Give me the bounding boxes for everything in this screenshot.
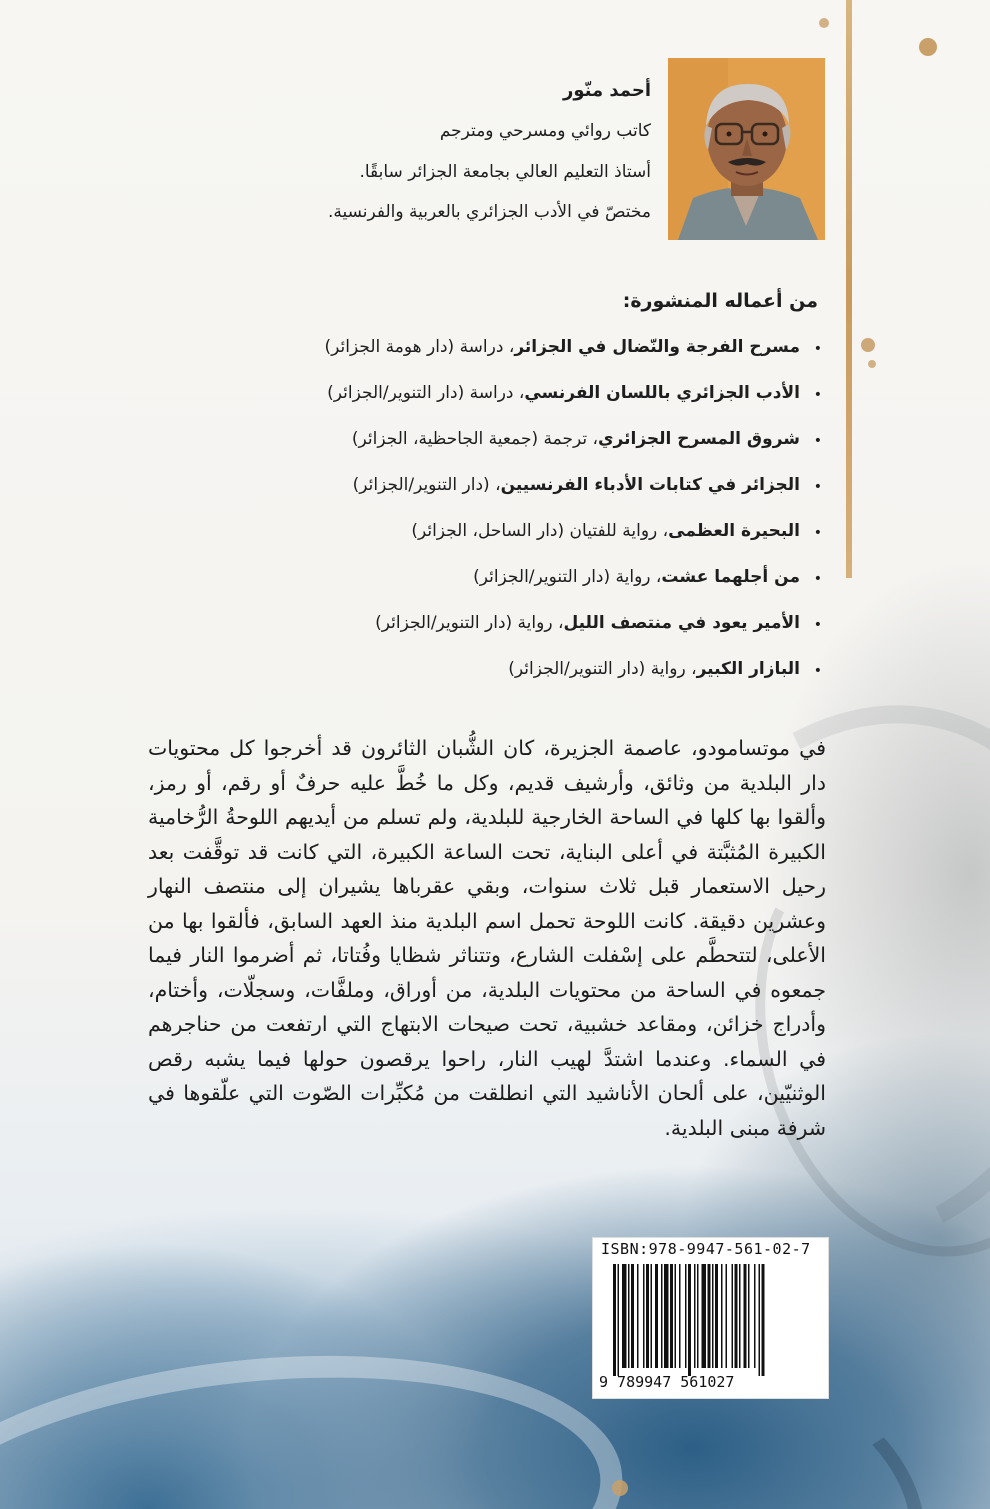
barcode-bar xyxy=(655,1264,658,1368)
gold-dot-decoration xyxy=(819,18,829,28)
barcode-bar xyxy=(685,1264,687,1368)
bullet-icon: • xyxy=(813,571,822,587)
work-detail: ، دراسة (دار هومة الجزائر) xyxy=(324,337,515,357)
author-bio-line: أستاذ التعليم العالي بجامعة الجزائر سابقًا. xyxy=(359,162,651,182)
barcode-bar xyxy=(762,1264,765,1376)
author-name: أحمد منّور xyxy=(562,80,651,101)
bullet-icon: • xyxy=(813,617,822,633)
barcode-bar xyxy=(759,1264,761,1376)
barcode-bar xyxy=(664,1264,669,1368)
barcode-bar xyxy=(631,1264,634,1368)
works-list-item xyxy=(262,379,822,425)
barcode-bar xyxy=(622,1264,627,1368)
barcode-bar xyxy=(735,1264,738,1368)
barcode-bar xyxy=(697,1264,699,1368)
work-title: من أجلهما عشت xyxy=(661,567,800,587)
work-title: الأمير يعود في منتصف الليل xyxy=(563,613,800,633)
works-list-item xyxy=(262,655,822,701)
book-excerpt: في موتسامودو، عاصمة الجزيرة، كان الشُّبان الثائرون قد أخرجوا كل محتويات دار البلدية من وثائق، وأرشيف قديم، وكل ما خُطَّ عليه حرفٌ أو رقم، أو رمز، وألقوا بها كلها في الساحة الخارجية للبلدية، ولم تسلم من أيديهم اللوحةُ الرُّخامية الكبيرة المُثبَّتة في أعلى البناية، تحت الساعة الكبيرة، التي كانت قد توقَّفت بعد رحيل الاستعمار قبل ثلاث سنوات، وبقي عقرباها يشيران إلى منتصف النهار وعشرين دقيقة. كانت اللوحة تحمل اسم البلدية منذ العهد السابق، فألقوا بها من الأعلى، لتتحطَّم على إسْفلت الشارع، وتتناثر شظايا وفُتاتا، ثم أضرموا النار فيما جمعوه في الساحة من محتويات البلدية، من أوراق، وملفَّات، وسجلّات، وأختام، وأدراج خزائن، ومقاعد خشبية، تحت صيحات الابتهاج التي ارتفعت من حناجرهم في السماء. وعندما اشتدَّ لهيب النار، راحوا يرقصون حولها فيما يشبه رقص الوثنيّين، على ألحان الأناشيد التي انطلقت من مُكبِّرات الصّوت التي علّقوها في شرفة مبنى البلدية. xyxy=(148,736,826,1140)
barcode-bar xyxy=(694,1264,696,1368)
barcode-bar xyxy=(670,1264,673,1368)
bullet-icon: • xyxy=(813,525,822,541)
gold-dot-decoration xyxy=(612,1480,628,1496)
work-title: الأدب الجزائري باللسان الفرنسي xyxy=(524,383,800,403)
barcode-bar xyxy=(661,1264,663,1368)
work-title: مسرح الفرجة والنّضال في الجزائر xyxy=(514,337,800,357)
works-list-item xyxy=(262,563,822,609)
works-heading: من أعماله المنشورة: xyxy=(622,290,818,312)
works-list-item xyxy=(262,609,822,655)
barcode-bar xyxy=(748,1264,750,1368)
bullet-icon: • xyxy=(813,341,822,357)
barcode-bar xyxy=(618,1264,620,1376)
gold-divider-line xyxy=(846,0,852,578)
work-detail: ، دراسة (دار التنوير/الجزائر) xyxy=(327,383,525,403)
work-detail: ، رواية (دار التنوير/الجزائر) xyxy=(473,567,662,587)
barcode-bar xyxy=(646,1264,649,1368)
gold-dot-decoration xyxy=(861,338,875,352)
works-list-item xyxy=(262,517,822,563)
bullet-icon: • xyxy=(813,479,822,495)
barcode-bar xyxy=(715,1264,718,1368)
isbn-label: ISBN:978-9947-561-02-7 xyxy=(601,1240,811,1258)
work-detail: ، ترجمة (جمعية الجاحظية، الجزائر) xyxy=(351,429,598,449)
author-portrait-illustration xyxy=(668,58,825,240)
barcode-bar xyxy=(739,1264,741,1368)
bullet-icon: • xyxy=(813,387,822,403)
barcode-bar xyxy=(675,1264,677,1368)
barcode-bar xyxy=(688,1264,691,1376)
work-detail: ، رواية للفتيان (دار الساحل، الجزائر) xyxy=(411,521,669,541)
isbn-barcode-box xyxy=(592,1237,829,1399)
work-title: البازار الكبير xyxy=(696,659,800,679)
author-bio-line: كاتب روائي ومسرحي ومترجم xyxy=(439,121,651,141)
work-title: شروق المسرح الجزائري xyxy=(597,429,800,449)
ink-swirl-decoration xyxy=(0,1322,638,1509)
barcode-bar xyxy=(702,1264,707,1368)
bullet-icon: • xyxy=(813,663,822,679)
barcode-bar xyxy=(726,1264,728,1368)
work-detail: ، (دار التنوير/الجزائر) xyxy=(352,475,501,495)
works-list-item xyxy=(262,425,822,471)
work-title: البحيرة العظمى xyxy=(668,521,800,541)
works-list-item xyxy=(262,333,822,379)
barcode-digits: 9 789947 561027 xyxy=(599,1373,735,1391)
bullet-icon: • xyxy=(813,433,822,449)
gold-dot-decoration xyxy=(868,360,876,368)
barcode-bar xyxy=(651,1264,653,1368)
barcode-bar xyxy=(721,1264,723,1368)
work-title: الجزائر في كتابات الأدباء الفرنسيين xyxy=(500,475,800,495)
barcode-bar xyxy=(744,1264,747,1368)
barcode xyxy=(613,1264,813,1376)
works-list xyxy=(262,333,822,701)
barcode-bar xyxy=(643,1264,645,1368)
barcode-bar xyxy=(754,1264,756,1368)
works-list-item xyxy=(262,471,822,517)
barcode-bar xyxy=(637,1264,639,1368)
work-detail: ، رواية (دار التنوير/الجزائر) xyxy=(375,613,564,633)
gold-dot-decoration xyxy=(919,38,937,56)
author-portrait xyxy=(668,58,825,240)
author-bio-line: مختصّ في الأدب الجزائري بالعربية والفرنسية. xyxy=(327,202,651,222)
barcode-bar xyxy=(732,1264,734,1368)
barcode-bar xyxy=(708,1264,711,1368)
barcode-bar xyxy=(712,1264,714,1368)
barcode-bar xyxy=(679,1264,681,1368)
work-detail: ، رواية (دار التنوير/الجزائر) xyxy=(508,659,697,679)
barcode-bar xyxy=(628,1264,630,1368)
barcode-bar xyxy=(613,1264,616,1376)
